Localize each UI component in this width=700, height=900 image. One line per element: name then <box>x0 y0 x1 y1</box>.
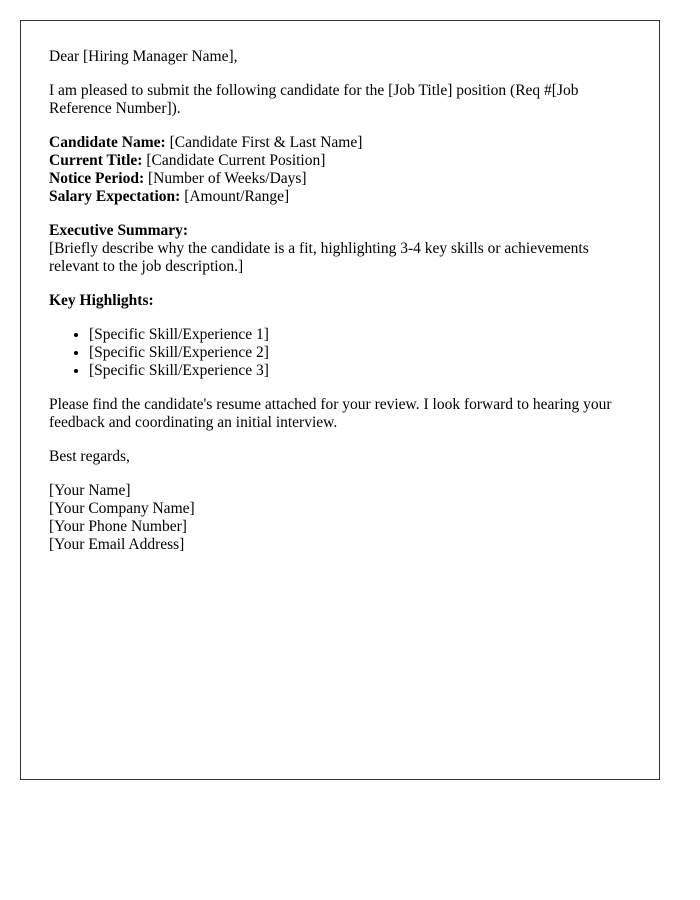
sign-off: Best regards, <box>49 448 130 465</box>
field-label: Current Title: <box>49 152 143 169</box>
summary-text: [Briefly describe why the candidate is a fit, highlighting 3-4 key skills or achievements relevant to the job description.] <box>49 240 589 275</box>
field-value: [Number of Weeks/Days] <box>144 170 307 187</box>
highlights-list <box>49 326 639 380</box>
signature-block <box>49 482 639 554</box>
field-value: [Candidate Current Position] <box>142 152 326 169</box>
signature-company: [Your Company Name] <box>49 500 195 517</box>
field-candidate-name <box>49 134 639 152</box>
executive-summary <box>49 222 639 276</box>
list-item: • [Specific Skill/Experience 3] <box>89 362 639 380</box>
field-label: Candidate Name: <box>49 134 166 151</box>
candidate-details <box>49 134 639 206</box>
field-salary-expectation <box>49 188 639 206</box>
intro-paragraph: I am pleased to submit the following candidate for the [Job Title] position (Req #[Job Reference Number]). <box>49 82 579 117</box>
closing-paragraph: Please find the candidate's resume attached for your review. I look forward to hearing your feedback and coordinating an initial interview. <box>49 396 612 431</box>
signature-phone: [Your Phone Number] <box>49 518 187 535</box>
highlights-label: Key Highlights: <box>49 292 154 309</box>
signature-name: [Your Name] <box>49 482 131 499</box>
field-value: [Amount/Range] <box>180 188 290 205</box>
salutation: Dear [Hiring Manager Name], <box>49 48 238 65</box>
field-current-title <box>49 152 639 170</box>
field-notice-period <box>49 170 639 188</box>
summary-label: Executive Summary: <box>49 222 189 239</box>
list-item: • [Specific Skill/Experience 2] <box>89 344 639 362</box>
list-item: • [Specific Skill/Experience 1] <box>89 326 639 344</box>
signature-email: [Your Email Address] <box>49 536 185 553</box>
field-label: Salary Expectation: <box>49 188 181 205</box>
highlights-heading <box>49 292 639 310</box>
letter-body <box>49 48 639 570</box>
letter-page <box>20 20 660 780</box>
field-label: Notice Period: <box>49 170 145 187</box>
field-value: [Candidate First & Last Name] <box>165 134 363 151</box>
